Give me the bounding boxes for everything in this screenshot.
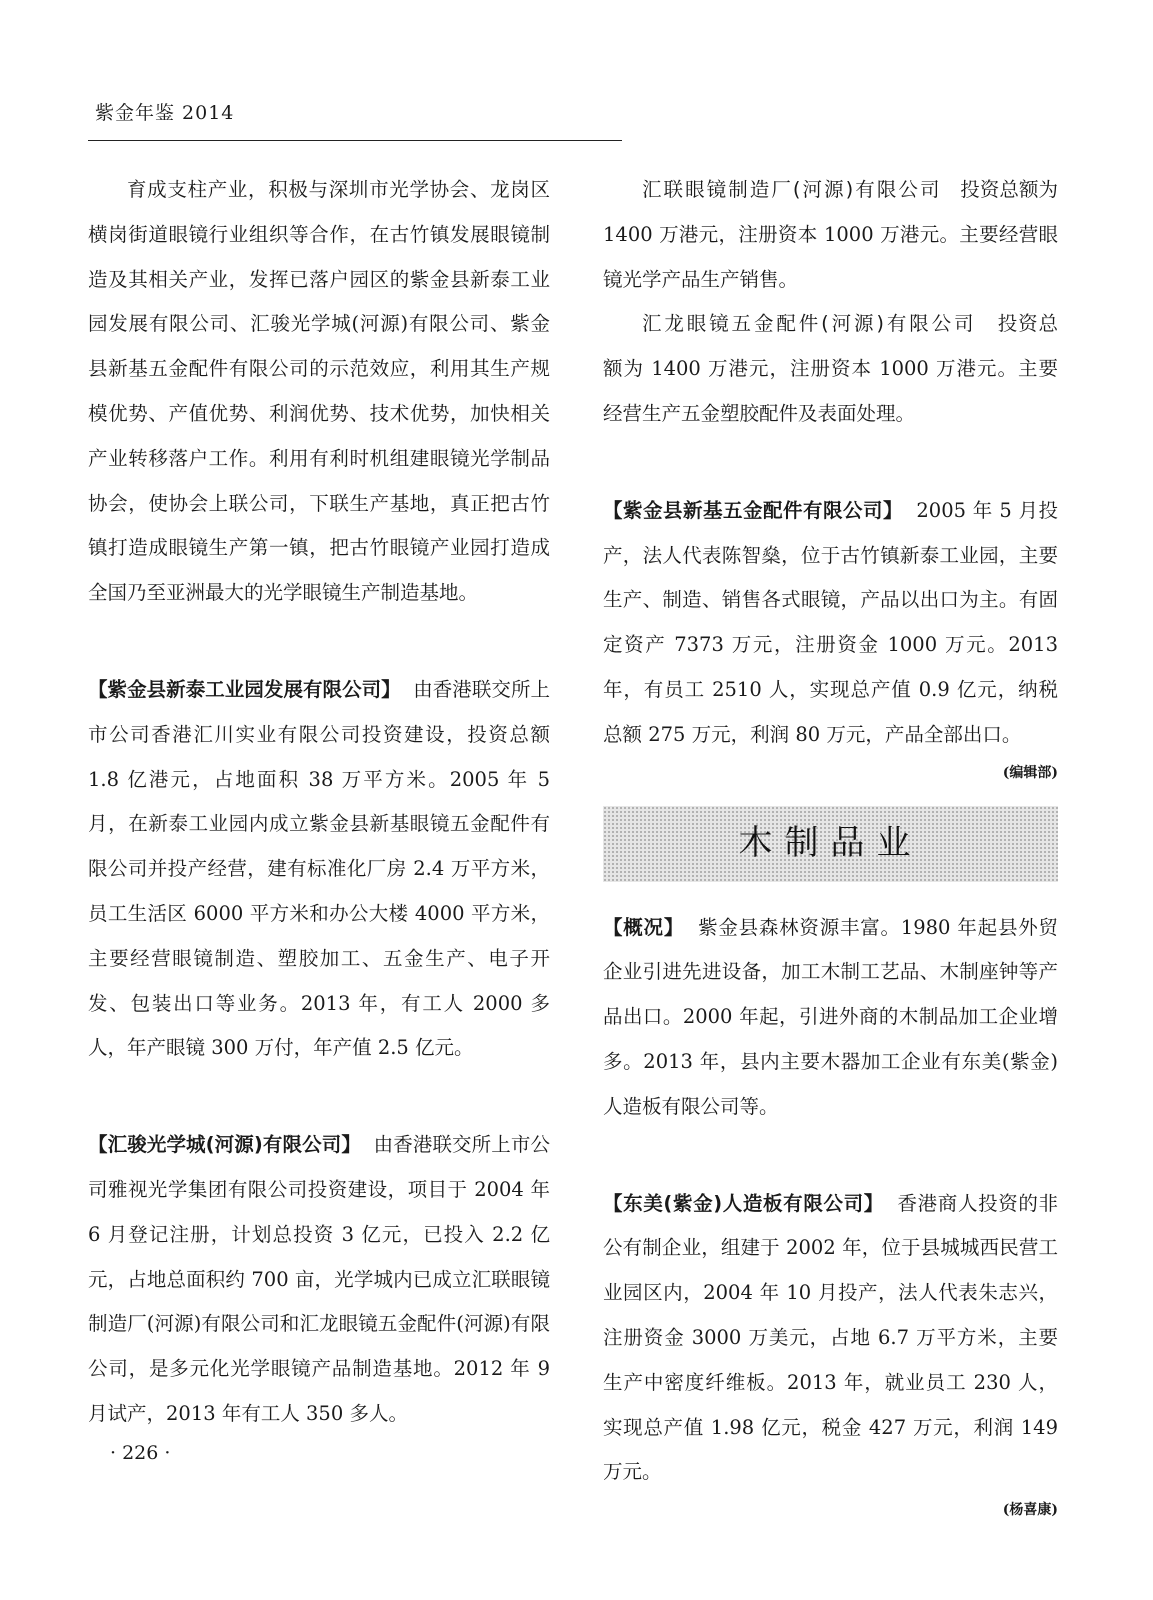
- dongmei-text: 香港商人投资的非公有制企业，组建于 2002 年，位于县城城西民营工业园区内，2004 年 10 月投产，法人代表朱志兴，注册资金 3000 万美元，占地 6.7 万平方米，主要生产中密度纤维板。2013 年，就业员工 230 人，实现总产值 1.98 亿元，税金 427 万元，利润 149 万元。: [603, 1191, 1058, 1484]
- section-title: 木制品业: [738, 823, 923, 864]
- xinji-heading: 【紫金县新基五金配件有限公司】: [603, 498, 903, 522]
- dongmei-credit: (杨喜康): [1002, 1502, 1058, 1519]
- right-column: [603, 168, 1058, 1525]
- running-header: 紫金年鉴 2014: [95, 102, 235, 124]
- huilian-name: 汇联眼镜制造厂(河源)有限公司: [642, 178, 942, 201]
- section-banner: [603, 806, 1058, 882]
- huilian-entry: [603, 168, 1058, 302]
- dongmei-entry: [603, 1182, 1058, 1496]
- xinji-text: 2005 年 5 月投产，法人代表陈智燊，位于古竹镇新泰工业园，主要生产、制造、销售各式眼镜，产品以出口为主。有固定资产 7373 万元，注册资金 1000 万元。2013 年，有员工 2510 人，实现总产值 0.9 亿元，纳税总额 275 万元，利润 80 万元，产品全部出口。: [603, 498, 1058, 746]
- huilong-entry: [603, 302, 1058, 436]
- huijun-entry: [88, 1123, 550, 1437]
- overview-entry: [603, 906, 1058, 1130]
- header-divider: [88, 140, 622, 141]
- xintai-heading: 【紫金县新泰工业园发展有限公司】: [88, 677, 401, 701]
- huijun-text: 由香港联交所上市公司雅视光学集团有限公司投资建设，项目于 2004 年 6 月登记注册，计划总投资 3 亿元，已投入 2.2 亿元，占地总面积约 700 亩，光学城内已成立汇联眼镜制造厂(河源)有限公司和汇龙眼镜五金配件(河源)有限公司，是多元化光学眼镜产品制造基地。2012 年 9 月试产，2013 年有工人 350 多人。: [88, 1133, 550, 1425]
- intro-paragraph: 育成支柱产业，积极与深圳市光学协会、龙岗区横岗街道眼镜行业组织等合作，在古竹镇发展眼镜制造及其相关产业，发挥已落户园区的紫金县新泰工业园发展有限公司、汇骏光学城(河源)有限公司、紫金县新基五金配件有限公司的示范效应，利用其生产规模优势、产值优势、利润优势、技术优势，加快相关产业转移落户工作。利用有利时机组建眼镜光学制品协会，使协会上联公司，下联生产基地，真正把古竹镇打造成眼镜生产第一镇，把古竹眼镜产业园打造成全国乃至亚洲最大的光学眼镜生产制造基地。: [88, 178, 550, 605]
- huilian-text: 投资总额为 1400 万港元，注册资本 1000 万港元。主要经营眼镜光学产品生产销售。: [603, 178, 1058, 291]
- huilong-name: 汇龙眼镜五金配件(河源)有限公司: [642, 312, 977, 336]
- huijun-heading: 【汇骏光学城(河源)有限公司】: [88, 1133, 361, 1157]
- huilong-text: 投资总额为 1400 万港元，注册资本 1000 万港元。主要经营生产五金塑胶配件及表面处理。: [603, 312, 1058, 425]
- page-number: · 226 ·: [110, 1442, 171, 1464]
- overview-text: 紫金县森林资源丰富。1980 年起县外贸企业引进先进设备，加工木制工艺品、木制座钟等产品出口。2000 年起，引进外商的木制品加工企业增多。2013 年，县内主要木器加工企业有东美(紫金)人造板有限公司等。: [603, 915, 1058, 1118]
- xinji-entry: [603, 489, 1058, 758]
- overview-heading: 【概况】: [603, 915, 685, 939]
- left-column: [88, 168, 550, 1437]
- xintai-text: 由香港联交所上市公司香港汇川实业有限公司投资建设，投资总额 1.8 亿港元，占地面积 38 万平方米。2005 年 5 月，在新泰工业园内成立紫金县新基眼镜五金配件有限公司并投产经营，建有标准化厂房 2.4 万平方米，员工生活区 6000 平方米和办公大楼 4000 平方米，主要经营眼镜制造、塑胶加工、五金生产、电子开发、包装出口等业务。2013 年，有工人 2000 多人，年产眼镜 300 万付，年产值 2.5 亿元。: [88, 677, 550, 1060]
- dongmei-heading: 【东美(紫金)人造板有限公司】: [603, 1191, 884, 1215]
- xinji-credit: (编辑部): [1002, 764, 1058, 781]
- xintai-entry: [88, 668, 550, 1071]
